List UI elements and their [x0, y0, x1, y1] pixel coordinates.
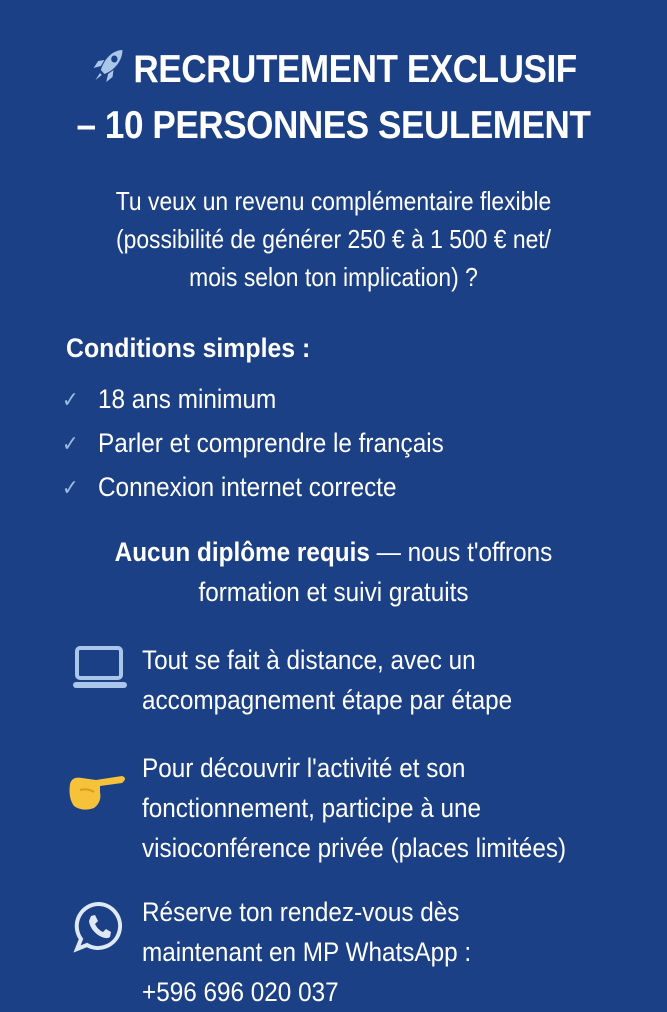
condition-item: [62, 384, 276, 415]
title-line-2: – 10 PERSONNES SEULEMENT: [76, 104, 591, 147]
contact-line-2: maintenant en MP WhatsApp :: [142, 937, 472, 967]
visio-text: [142, 748, 566, 868]
condition-item: [62, 472, 397, 503]
diploma-rest: — nous t'offrons: [369, 537, 553, 567]
title-line-1: [33, 46, 633, 92]
phone-number[interactable]: +596 696 020 037: [142, 977, 339, 1007]
intro-line-1: Tu veux un revenu complémentaire flexible: [115, 186, 552, 216]
diploma-line-2: formation et suivi gratuits: [198, 577, 469, 607]
title-text-1: RECRUTEMENT EXCLUSIF: [133, 48, 577, 91]
contact-line-1: Réserve ton rendez-vous dès: [142, 897, 460, 927]
visio-line-3: visioconférence privée (places limitées): [142, 833, 567, 863]
diploma-note: [60, 532, 606, 612]
check-icon: ✓: [62, 430, 79, 456]
remote-text: [142, 640, 512, 720]
visio-line-1: Pour découvrir l'activité et son: [142, 753, 466, 783]
whatsapp-icon: [72, 900, 126, 954]
laptop-icon: [72, 645, 128, 691]
rocket-icon: [90, 46, 126, 86]
remote-line-2: accompagnement étape par étape: [142, 685, 513, 715]
check-icon: ✓: [62, 386, 79, 412]
check-icon: ✓: [62, 474, 79, 500]
intro-text: [58, 182, 610, 296]
diploma-bold: Aucun diplôme requis: [114, 537, 370, 567]
remote-line-1: Tout se fait à distance, avec un: [142, 645, 476, 675]
conditions-title: Conditions simples :: [66, 333, 311, 363]
condition-label: 18 ans minimum: [98, 384, 277, 414]
visio-line-2: fonctionnement, participe à une: [142, 793, 482, 823]
intro-line-3: mois selon ton implication) ?: [189, 262, 478, 292]
intro-line-2: (possibilité de générer 250 € à 1 500 € net/: [115, 224, 552, 254]
condition-label: Connexion internet correcte: [98, 472, 397, 502]
condition-label: Parler et comprendre le français: [98, 428, 444, 458]
contact-text: [142, 892, 471, 1012]
pointing-hand-icon: [66, 770, 128, 812]
condition-item: [62, 428, 444, 459]
